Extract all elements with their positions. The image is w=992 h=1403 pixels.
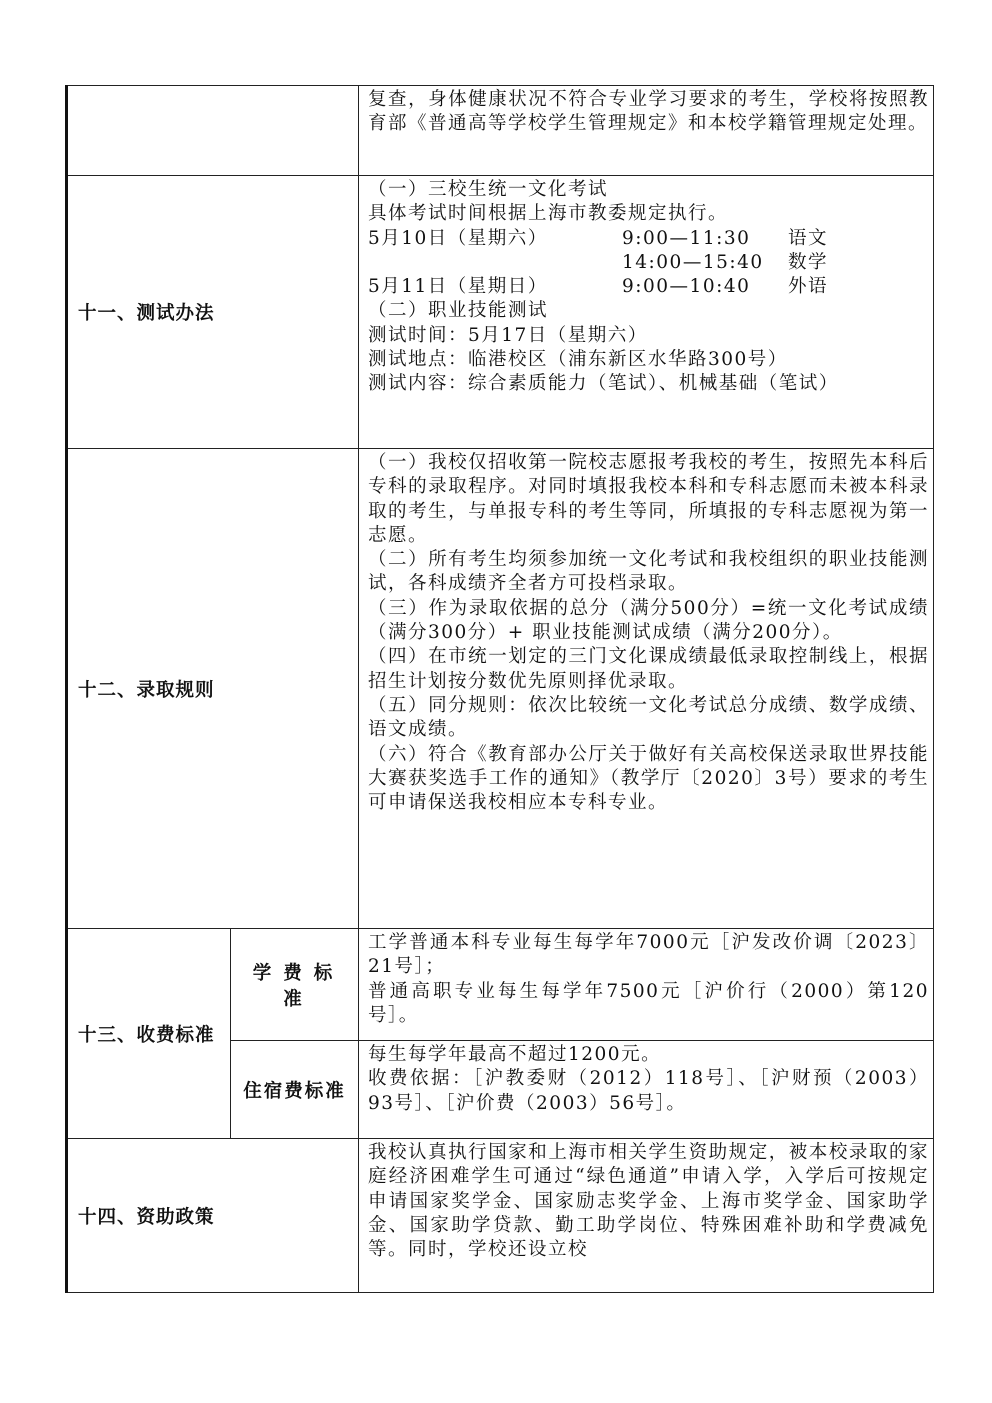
- skill-test-place: 测试地点：临港校区（浦东新区水华路300号）: [368, 349, 788, 371]
- schedule-date: 5月11日（星期日）: [368, 276, 548, 298]
- tuition-label: 学费标准: [231, 929, 359, 1041]
- row-financial-aid: [67, 1139, 934, 1293]
- schedule-subject: 数学: [788, 251, 829, 273]
- rule-item-2: （二）所有考生均须参加统一文化考试和我校组织的职业技能测试，各科成绩齐全者方可投档录取。: [368, 549, 929, 595]
- row-label-empty: [67, 86, 359, 176]
- rule-item-3: （三）作为录取依据的总分（满分500分）=统一文化考试成绩（满分300分）+ 职业技能测试成绩（满分200分）。: [368, 597, 929, 644]
- skill-test-content: 测试内容：综合素质能力（笔试）、机械基础（笔试）: [368, 373, 839, 395]
- rule-item-5: （五）同分规则：依次比较统一文化考试总分成绩、数学成绩、语文成绩。: [368, 694, 929, 741]
- schedule-date: 5月10日（星期六）: [368, 227, 548, 249]
- physical-exam-text: [359, 86, 934, 176]
- schedule-row-chinese: [368, 227, 929, 251]
- rule-item-1: （一）我校仅招收第一院校志愿报考我校的考生，按照先本科后专科的录取程序。对同时填报我校本科和专科志愿而未被本科录取的考生，与单报专科的考生等同，所填报的专科志愿视为第一志愿。: [368, 452, 929, 546]
- physical-exam-paragraph: 复查，身体健康状况不符合专业学习要求的考生，学校将按照教育部《普通高等学校学生管理规定》和本校学籍管理规定处理。: [368, 89, 929, 135]
- schedule-time: 14:00—15:40: [622, 251, 764, 273]
- skill-test-time: 测试时间：5月17日（星期六）: [368, 324, 648, 346]
- culture-exam-note: 具体考试时间根据上海市教委规定执行。: [368, 203, 729, 225]
- admission-rules-content: [359, 449, 934, 929]
- row-fees-tuition: [67, 929, 934, 1041]
- row-label-financial-aid: 十四、资助政策: [67, 1139, 359, 1293]
- tuition-vocational: 普通高职专业每生每学年7500元［沪价行（2000）第120号］。: [368, 980, 929, 1026]
- schedule-row-math: [368, 251, 929, 275]
- row-admission-rules: [67, 449, 934, 929]
- admissions-table: [65, 85, 932, 1293]
- financial-aid-paragraph: 我校认真执行国家和上海市相关学生资助规定，被本校录取的家庭经济困难学生可通过“绿色通道”申请入学，入学后可按规定申请国家奖学金、国家励志奖学金、上海市奖学金、国家助学金、国家助学贷款、勤工助学岗位、特殊困难补助和学费减免等。同时，学校还设立校: [368, 1142, 929, 1261]
- tuition-content: [359, 929, 934, 1041]
- test-method-content: [359, 176, 934, 449]
- dorm-fee-content: [359, 1041, 934, 1139]
- dorm-fee-cap: 每生每学年最高不超过1200元。: [368, 1044, 662, 1065]
- schedule-subject: 外语: [788, 276, 829, 298]
- dorm-fee-label: 住宿费标准: [231, 1041, 359, 1139]
- dorm-fee-basis: 收费依据：［沪教委财（2012）118号］、［沪财预（2003）93号］、［沪价费（2003）56号］。: [368, 1068, 929, 1114]
- rule-item-6: （六）符合《教育部办公厅关于做好有关高校保送录取世界技能大赛获奖选手工作的通知》（教学厅〔2020〕3号）要求的考生可申请保送我校相应本专科专业。: [368, 743, 929, 814]
- schedule-subject: 语文: [788, 227, 829, 249]
- tuition-undergrad: 工学普通本科专业每生每学年7000元［沪发改价调〔2023〕21号］；: [368, 932, 929, 978]
- row-label-admission-rules: 十二、录取规则: [67, 449, 359, 929]
- skill-test-title: （二）职业技能测试: [368, 300, 549, 322]
- financial-aid-content: [359, 1139, 934, 1293]
- row-label-fees: 十三、收费标准: [67, 929, 231, 1139]
- admissions-table-grid: [65, 85, 934, 1293]
- schedule-time: 9:00—10:40: [622, 276, 751, 298]
- schedule-row-foreign-language: [368, 275, 929, 299]
- row-physical-exam-continued: [67, 86, 934, 176]
- rule-item-4: （四）在市统一划定的三门文化课成绩最低录取控制线上，根据招生计划按分数优先原则择优录取。: [368, 646, 929, 692]
- culture-exam-title: （一）三校生统一文化考试: [368, 179, 609, 200]
- row-test-method: [67, 176, 934, 449]
- schedule-date: [368, 251, 622, 275]
- row-label-test-method: 十一、测试办法: [67, 176, 359, 449]
- schedule-time: 9:00—11:30: [622, 227, 751, 249]
